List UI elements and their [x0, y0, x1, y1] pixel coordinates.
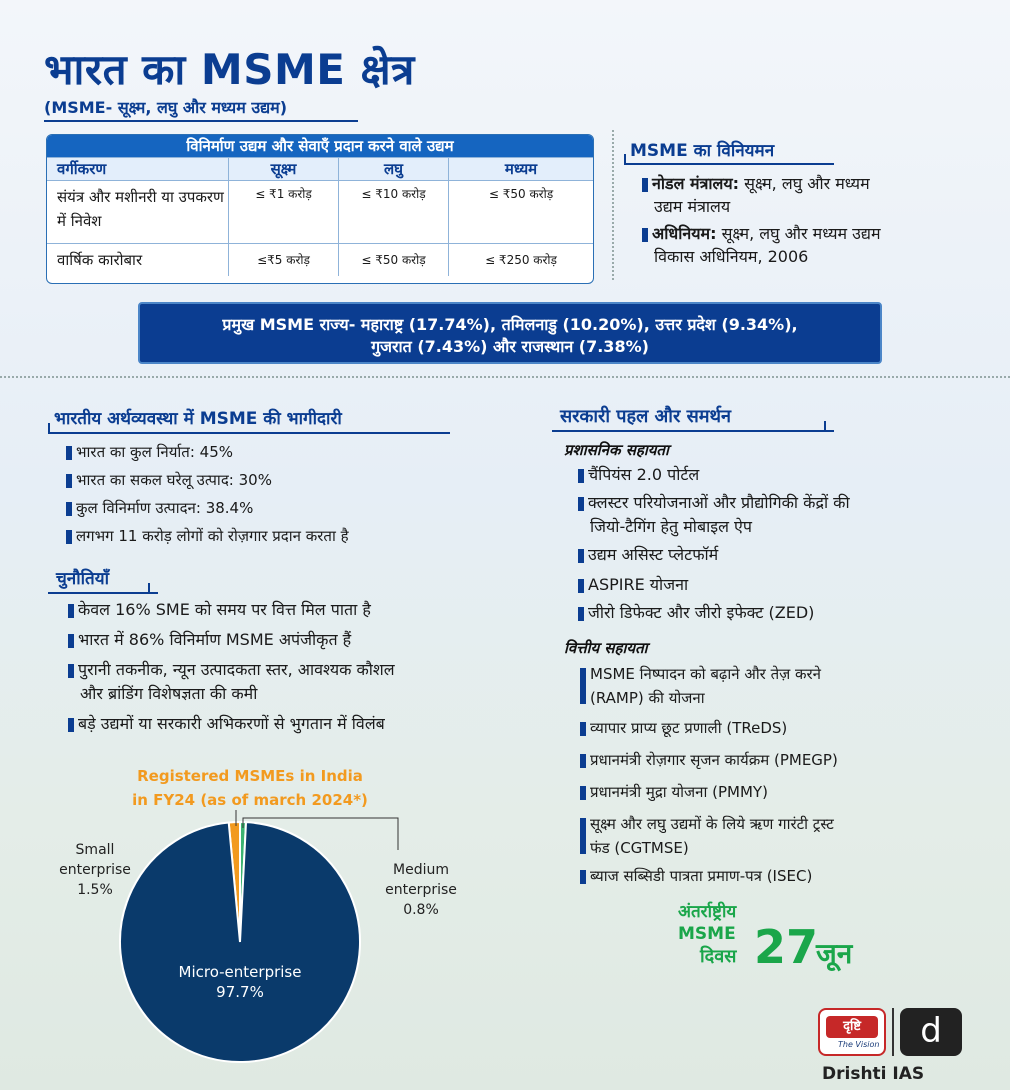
- pie-label-medium: Medium enterprise 0.8%: [385, 862, 457, 918]
- list-item: चैंपियंस 2.0 पोर्टल: [578, 463, 998, 487]
- list-item: प्रधानमंत्री मुद्रा योजना (PMMY): [580, 780, 1000, 804]
- heading-tick: [48, 423, 50, 433]
- bullet-icon: [66, 474, 72, 488]
- list-item: कुल विनिर्माण उत्पादन: 38.4%: [66, 496, 486, 520]
- heading-tick: [624, 154, 626, 164]
- list-item: व्यापार प्राप्य छूट प्रणाली (TReDS): [580, 716, 1000, 740]
- bullet-icon: [578, 607, 584, 621]
- list-item: भारत का सकल घरेलू उत्पाद: 30%: [66, 468, 486, 492]
- bullet-icon: [580, 870, 586, 884]
- heading-underline: [624, 163, 834, 165]
- list-item: भारत में 86% विनिर्माण MSME अपंजीकृत हैं: [68, 628, 548, 652]
- heading-tick: [824, 421, 826, 431]
- logo-divider: [892, 1008, 894, 1056]
- bullet-icon: [68, 664, 74, 678]
- table-cell: ≤ ₹10 करोड़: [339, 181, 449, 243]
- list-item: MSME निष्पादन को बढ़ाने और तेज़ करने (RAMP) की योजना: [580, 662, 1000, 710]
- bullet-icon: [66, 530, 72, 544]
- table-header-cell: लघु: [339, 158, 449, 180]
- list-item: केवल 16% SME को समय पर वित्त मिल पाता है: [68, 598, 548, 622]
- table-cell: ≤ ₹50 करोड़: [339, 244, 449, 276]
- table-header-cell: वर्गीकरण: [47, 158, 229, 180]
- bullet-icon: [642, 178, 648, 192]
- heading-underline: [552, 430, 834, 432]
- table-row: [47, 243, 593, 276]
- table-header-row: [47, 157, 593, 180]
- banner-line: प्रमुख MSME राज्य- महाराष्ट्र (17.74%), तमिलनाडु (10.20%), उत्तर प्रदेश (9.34%),: [222, 315, 798, 334]
- table-caption: विनिर्माण उद्यम और सेवाएँ प्रदान करने वाले उद्यम: [47, 135, 593, 157]
- chart-title: Registered MSMEs in India in FY24 (as of march 2024*): [132, 767, 368, 809]
- bullet-icon: [68, 718, 74, 732]
- table-header-cell: मध्यम: [504, 160, 538, 178]
- fin-subheading: वित्तीय सहायता: [564, 639, 648, 657]
- pie-label-micro: Micro-enterprise 97.7%: [178, 963, 302, 1001]
- bullet-icon: [578, 497, 584, 511]
- table-cell: ≤₹5 करोड़: [229, 244, 339, 276]
- banner-line: गुजरात (7.43%) और राजस्थान (7.38%): [371, 337, 649, 356]
- govt-heading: सरकारी पहल और समर्थन: [560, 406, 732, 427]
- table-cell-label: संयंत्र और मशीनरी या उपकरण में निवेश: [47, 181, 229, 243]
- table-cell: ≤ ₹250 करोड़: [485, 253, 557, 267]
- bullet-icon: [68, 634, 74, 648]
- admin-list: [578, 463, 998, 625]
- page-subtitle: (MSME- सूक्ष्म, लघु और मध्यम उद्यम): [44, 98, 288, 117]
- regulation-item: नोडल मंत्रालय: सूक्ष्म, लघु और मध्यम उद्यम मंत्रालय: [642, 172, 972, 218]
- page-title: भारत का MSME क्षेत्र: [44, 45, 415, 94]
- bullet-icon: [66, 446, 72, 460]
- regulation-heading: MSME का विनियमन: [630, 141, 775, 161]
- bullet-icon: [580, 754, 586, 768]
- heading-underline: [48, 432, 450, 434]
- bullet-icon: [66, 502, 72, 516]
- participation-heading: भारतीय अर्थव्यवस्था में MSME की भागीदारी: [54, 409, 342, 429]
- bullet-icon: [580, 668, 586, 704]
- regulation-item: अधिनियम: सूक्ष्म, लघु और मध्यम उद्यम विकास अधिनियम, 2006: [642, 222, 972, 268]
- list-item: पुरानी तकनीक, न्यून उत्पादकता स्तर, आवश्यक कौशल और ब्रांडिंग विशेषज्ञता की कमी: [68, 658, 548, 706]
- table-header-cell: सूक्ष्म: [229, 158, 339, 180]
- heading-underline: [48, 592, 158, 594]
- top-states-banner: [138, 302, 882, 364]
- brand-name: Drishti IAS: [822, 1064, 925, 1084]
- table-cell-label: वार्षिक कारोबार: [47, 244, 229, 276]
- subtitle-underline: [44, 120, 358, 122]
- list-item: सूक्ष्म और लघु उद्यमों के लिये ऋण गारंटी ट्रस्ट फंड (CGTMSE): [580, 812, 1000, 860]
- challenges-list: [68, 598, 548, 736]
- logo-box: दृष्टि The Vision: [818, 1008, 886, 1056]
- list-item: जीरो डिफेक्ट और जीरो इफेक्ट (ZED): [578, 601, 998, 625]
- section-divider: [0, 376, 1010, 378]
- bullet-icon: [578, 549, 584, 563]
- classification-table: [46, 134, 594, 284]
- bullet-icon: [578, 579, 584, 593]
- bullet-icon: [68, 604, 74, 618]
- fin-list: [580, 662, 1000, 888]
- bullet-icon: [642, 228, 648, 242]
- vertical-divider: [612, 130, 614, 280]
- list-item: भारत का कुल निर्यात: 45%: [66, 440, 486, 464]
- bullet-icon: [580, 722, 586, 736]
- admin-subheading: प्रशासनिक सहायता: [564, 441, 669, 459]
- heading-tick: [148, 583, 150, 593]
- bullet-icon: [580, 786, 586, 800]
- pie-label-small: Small enterprise 1.5%: [59, 842, 131, 898]
- bullet-icon: [580, 818, 586, 854]
- challenges-heading: चुनौतियाँ: [56, 569, 109, 589]
- participation-list: [66, 440, 486, 548]
- list-item: प्रधानमंत्री रोज़गार सृजन कार्यक्रम (PMEGP): [580, 748, 1000, 772]
- list-item: क्लस्टर परियोजनाओं और प्रौद्योगिकी केंद्रों की जियो-टैगिंग हेतु मोबाइल ऐप: [578, 491, 998, 539]
- list-item: उद्यम असिस्ट प्लेटफॉर्म: [578, 543, 998, 567]
- table-cell: ≤ ₹50 करोड़: [488, 187, 554, 201]
- list-item: लगभग 11 करोड़ लोगों को रोज़गार प्रदान करता है: [66, 524, 486, 548]
- list-item: ASPIRE योजना: [578, 573, 998, 597]
- table-cell: ≤ ₹1 करोड़: [229, 181, 339, 243]
- logo-d-icon: d: [900, 1008, 962, 1056]
- list-item: बड़े उद्यमों या सरकारी अभिकरणों से भुगतान में विलंब: [68, 712, 548, 736]
- table-row: [47, 180, 593, 243]
- list-item: ब्याज सब्सिडी पात्रता प्रमाण-पत्र (ISEC): [580, 864, 1000, 888]
- bullet-icon: [578, 469, 584, 483]
